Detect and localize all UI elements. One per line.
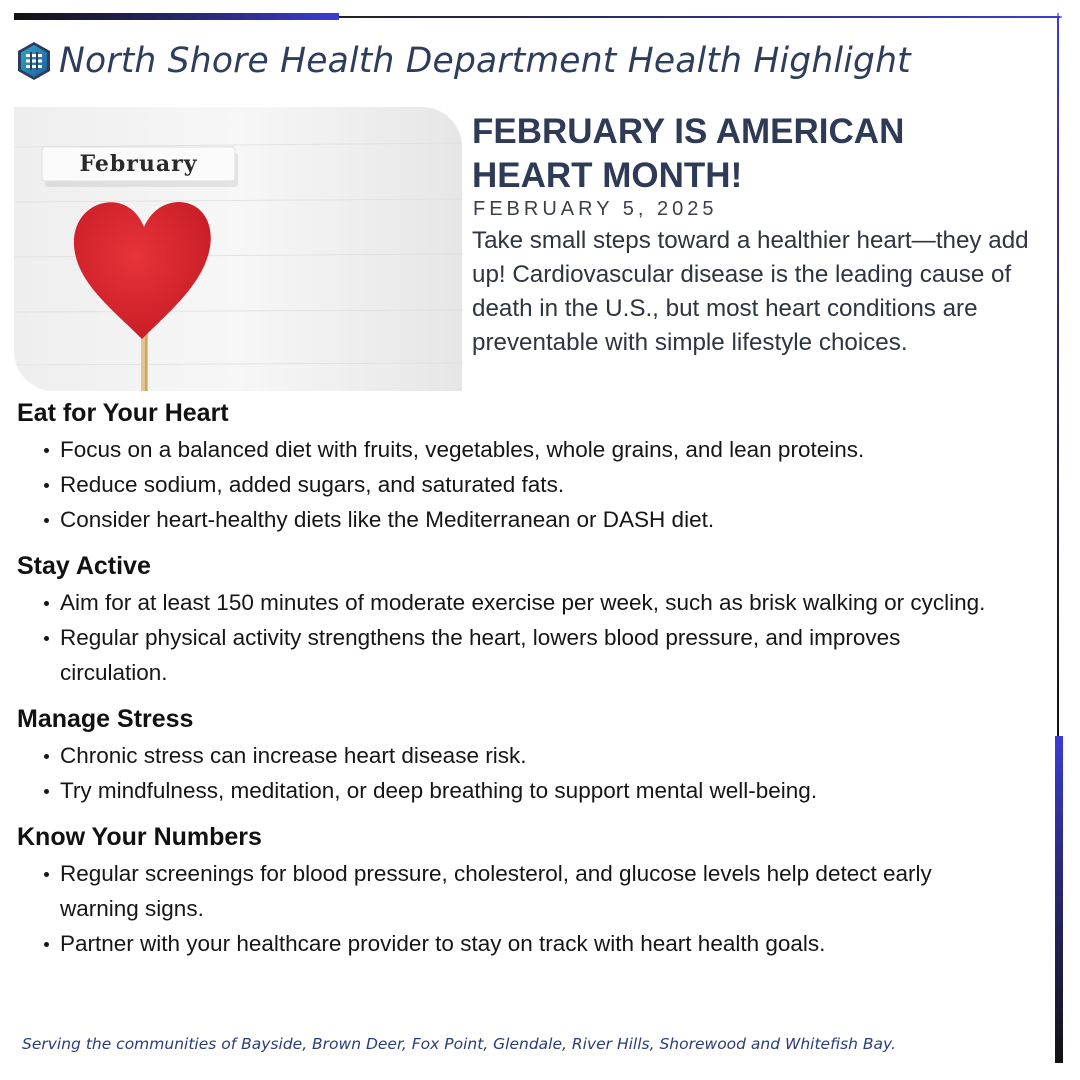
list-item: Reduce sodium, added sugars, and saturated fats. xyxy=(17,467,1037,502)
page-header xyxy=(16,38,911,84)
right-border-line xyxy=(1057,16,1059,736)
list-item: Consider heart-healthy diets like the Mediterranean or DASH diet. xyxy=(17,502,1037,537)
corner-marker xyxy=(1054,13,1062,21)
february-sign-text: February xyxy=(79,151,198,177)
list-item: Focus on a balanced diet with fruits, vegetables, whole grains, and lean proteins. xyxy=(17,432,1037,467)
list-item: Regular physical activity strengthens the heart, lowers blood pressure, and improves circulation. xyxy=(17,620,1037,690)
bullet-list-numbers xyxy=(17,856,1037,961)
page-title: North Shore Health Department Health Highlight xyxy=(59,41,911,81)
top-border-line xyxy=(339,16,1060,18)
hero-image xyxy=(14,107,462,391)
section-heading-numbers: Know Your Numbers xyxy=(17,823,262,851)
section-heading-stress: Manage Stress xyxy=(17,705,194,733)
top-border-bar xyxy=(14,13,339,20)
list-item: Aim for at least 150 minutes of moderate exercise per week, such as brisk walking or cycling. xyxy=(17,585,1037,620)
bullet-list-stress xyxy=(17,738,1037,808)
right-border-bar xyxy=(1055,736,1063,1063)
article-title: FEBRUARY IS AMERICAN HEART MONTH! xyxy=(472,112,905,195)
article-date: FEBRUARY 5, 2025 xyxy=(473,198,718,220)
tips-sections xyxy=(17,396,1037,973)
bullet-list-eat xyxy=(17,432,1037,537)
list-item: Chronic stress can increase heart disease risk. xyxy=(17,738,1037,773)
section-heading-eat: Eat for Your Heart xyxy=(17,399,229,427)
section-heading-active: Stay Active xyxy=(17,552,151,580)
bullet-list-active xyxy=(17,585,1037,690)
list-item: Regular screenings for blood pressure, cholesterol, and glucose levels help detect early warning signs. xyxy=(17,856,1037,926)
hexagon-health-logo-icon xyxy=(16,41,52,81)
list-item: Partner with your healthcare provider to stay on track with heart health goals. xyxy=(17,926,1037,961)
footer-communities: Serving the communities of Bayside, Brown Deer, Fox Point, Glendale, River Hills, Shorewood and Whitefish Bay. xyxy=(22,1035,896,1053)
list-item: Try mindfulness, meditation, or deep breathing to support mental well-being. xyxy=(17,773,1037,808)
article-intro: Take small steps toward a healthier heart—they add up! Cardiovascular disease is the leading cause of death in the U.S., but most heart conditions are preventable with simple lifestyle choices. xyxy=(472,227,1029,356)
